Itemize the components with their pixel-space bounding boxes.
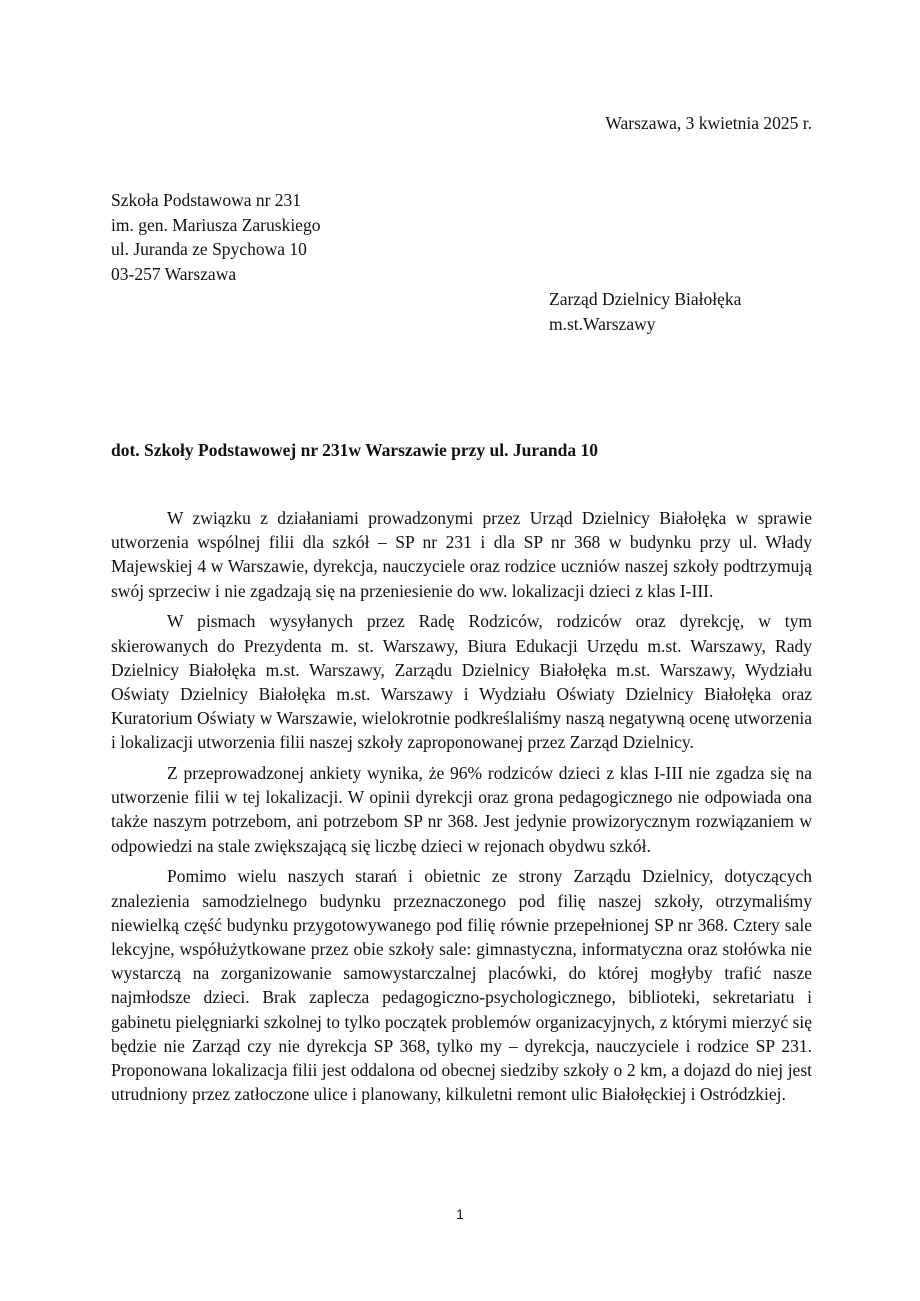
recipient-line-city: m.st.Warszawy xyxy=(549,314,656,334)
sender-line-school: Szkoła Podstawowa nr 231 xyxy=(111,190,302,210)
body-paragraph: W związku z działaniami prowadzonymi przez Urząd Dzielnicy Białołęka w sprawie utworzenia wspólnej filii dla szkół – SP nr 231 i dla SP nr 368 w budynku przy ul. Włady Majewskiej 4 w Warszawie, dyrekcja, nauczyciele oraz rodzice uczniów naszej szkoły podtrzymują swój sprzeciw i nie zgadzają się na przeniesienie do ww. lokalizacji dzieci z klas I-III. xyxy=(111,508,812,601)
letter-subject: dot. Szkoły Podstawowej nr 231w Warszawie przy ul. Juranda 10 xyxy=(111,440,598,460)
recipient-line-office: Zarząd Dzielnicy Białołęka xyxy=(549,289,742,309)
body-paragraph: W pismach wysyłanych przez Radę Rodziców, rodziców oraz dyrekcję, w tym skierowanych do Prezydenta m. st. Warszawy, Biura Edukacji Urzędu m.st. Warszawy, Rady Dzielnicy Białołęka m.st. Warszawy, Zarządu Dzielnicy Białołęka m.st. Warszawy, Wydziału Oświaty Dzielnicy Białołęka m.st. Warszawy i Wydziału Oświaty Dzielnicy Białołęka oraz Kuratorium Oświaty w Warszawie, wielokrotnie podkreślaliśmy naszą negatywną ocenę utworzenia i lokalizacji utworzenia filii naszej szkoły zaproponowanej przez Zarząd Dzielnicy. xyxy=(111,611,812,753)
recipient-address xyxy=(549,287,741,337)
body-paragraph: Z przeprowadzonej ankiety wynika, że 96% rodziców dzieci z klas I-III nie zgadza się na utworzenie filii w tej lokalizacji. W opinii dyrekcji oraz grona pedagogicznego nie odpowiada ona także naszym potrzebom, ani potrzebom SP nr 368. Jest jedynie prowizorycznym rozwiązaniem w odpowiedzi na stale zwiększającą się liczbę dzieci w rejonach obydwu szkół. xyxy=(111,763,812,856)
sender-address xyxy=(111,188,320,286)
letter-body xyxy=(111,506,812,1113)
sender-line-city: 03-257 Warszawa xyxy=(111,263,237,284)
sender-line-patron: im. gen. Mariusza Zaruskiego xyxy=(111,214,321,235)
sender-line-street: ul. Juranda ze Spychowa 10 xyxy=(111,239,307,259)
page-number: 1 xyxy=(456,1206,464,1222)
body-paragraph: Pomimo wielu naszych starań i obietnic ze strony Zarządu Dzielnicy, dotyczących znalezienia samodzielnego budynku przeznaczonego pod filię naszej szkoły, otrzymaliśmy niewielką część budynku przygotowywanego pod filię równie przepełnionej SP nr 368. Cztery sale lekcyjne, współużytkowane przez obie szkoły sale: gimnastyczna, informatyczna oraz stołówka nie wystarczą na zorganizowanie samowystarczalnej placówki, do której mogłyby trafić nasze najmłodsze dzieci. Brak zaplecza pedagogiczno-psychologicznego, biblioteki, sekretariatu i gabinetu pielęgniarki szkolnej to tylko początek problemów organizacyjnych, z którymi mierzyć się będzie nie Zarząd czy nie dyrekcja SP 368, tylko my – dyrekcja, nauczyciele i rodzice SP 231. Proponowana lokalizacja filii jest oddalona od obecnej siedziby szkoły o 2 km, a dojazd do niej jest utrudniony przez zatłoczone ulice i planowany, kilkuletni remont ulic Białołęckiej i Ostródzkiej. xyxy=(111,866,812,1105)
letter-date: Warszawa, 3 kwietnia 2025 r. xyxy=(605,113,812,133)
